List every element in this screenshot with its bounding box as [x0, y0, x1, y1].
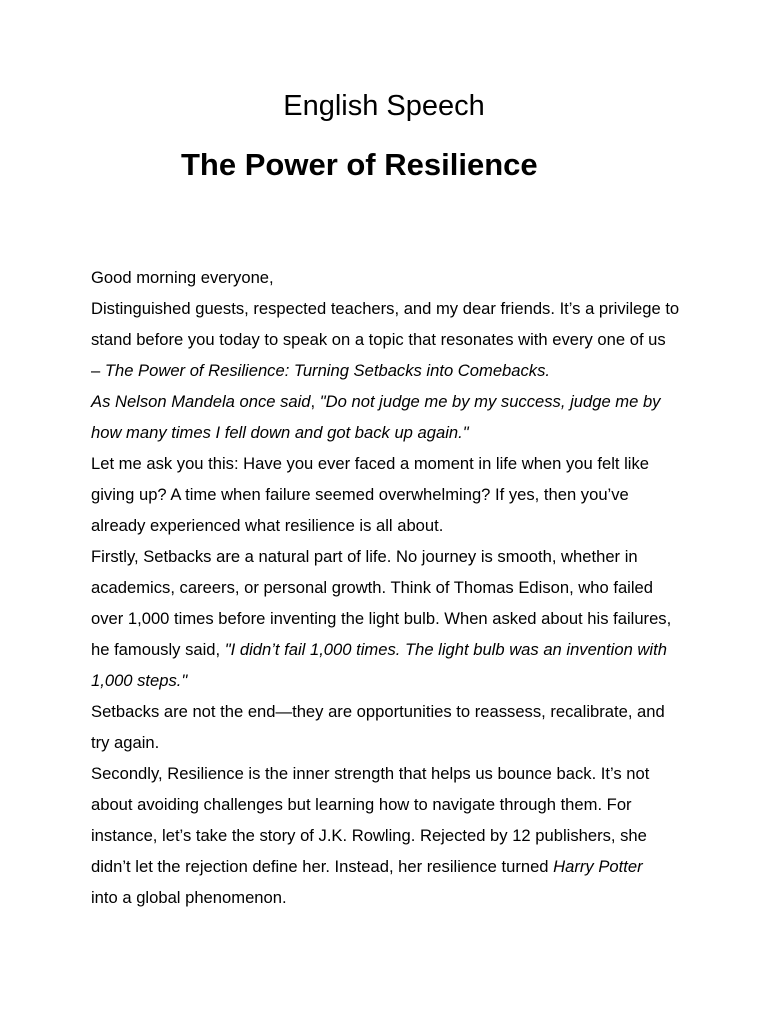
italic-text-run: how many times I fell down and got back up again."	[91, 423, 469, 442]
text-line	[91, 696, 691, 727]
text-run: –	[91, 361, 105, 380]
text-run: about avoiding challenges but learning how to navigate through them. For	[91, 795, 632, 814]
page-title: The Power of Resilience	[181, 147, 538, 182]
text-line	[91, 882, 691, 913]
text-run: stand before you today to speak on a topic that resonates with every one of us	[91, 330, 666, 349]
text-line	[91, 758, 691, 789]
italic-text-run: Harry Potter	[553, 857, 643, 876]
text-run: Secondly, Resilience is the inner strength that helps us bounce back. It’s not	[91, 764, 650, 783]
text-run: already experienced what resilience is all about.	[91, 516, 444, 535]
text-line	[91, 355, 691, 386]
text-run: instance, let’s take the story of J.K. Rowling. Rejected by 12 publishers, she	[91, 826, 647, 845]
text-run: academics, careers, or personal growth. Think of Thomas Edison, who failed	[91, 578, 654, 597]
text-line	[91, 665, 691, 696]
text-line	[91, 479, 691, 510]
text-line	[91, 417, 691, 448]
text-run: didn’t let the rejection define her. Instead, her resilience turned	[91, 857, 554, 876]
text-run: try again.	[91, 733, 160, 752]
text-run: Firstly, Setbacks are a natural part of life. No journey is smooth, whether in	[91, 547, 638, 566]
text-line	[91, 262, 691, 293]
text-run: over 1,000 times before inventing the light bulb. When asked about his failures,	[91, 609, 672, 628]
speech-body	[91, 262, 691, 913]
text-line	[91, 634, 691, 665]
italic-text-run: 1,000 steps."	[91, 671, 188, 690]
text-line	[91, 603, 691, 634]
text-line	[91, 727, 691, 758]
text-run: Let me ask you this: Have you ever faced a moment in life when you felt like	[91, 454, 650, 473]
text-run: ,	[310, 392, 320, 411]
text-line	[91, 572, 691, 603]
text-run: Setbacks are not the end—they are opportunities to reassess, recalibrate, and	[91, 702, 665, 721]
text-line	[91, 448, 691, 479]
text-run: giving up? A time when failure seemed overwhelming? If yes, then you’ve	[91, 485, 629, 504]
italic-text-run: As Nelson Mandela once said	[91, 392, 311, 411]
italic-text-run: "I didn’t fail 1,000 times. The light bulb was an invention with	[224, 640, 667, 659]
italic-text-run: The Power of Resilience: Turning Setbacks into Comebacks.	[104, 361, 551, 380]
text-run: into a global phenomenon.	[91, 888, 287, 907]
text-line	[91, 510, 691, 541]
text-run: Good morning everyone,	[91, 268, 274, 287]
text-line	[91, 386, 691, 417]
text-line	[91, 541, 691, 572]
italic-text-run: "Do not judge me by my success, judge me by	[319, 392, 661, 411]
text-line	[91, 851, 691, 882]
text-line	[91, 789, 691, 820]
text-run: Distinguished guests, respected teachers, and my dear friends. It’s a privilege to	[91, 299, 680, 318]
text-line	[91, 293, 691, 324]
text-line	[91, 324, 691, 355]
speech-label: English Speech	[283, 90, 485, 122]
text-run: he famously said,	[91, 640, 225, 659]
text-line	[91, 820, 691, 851]
